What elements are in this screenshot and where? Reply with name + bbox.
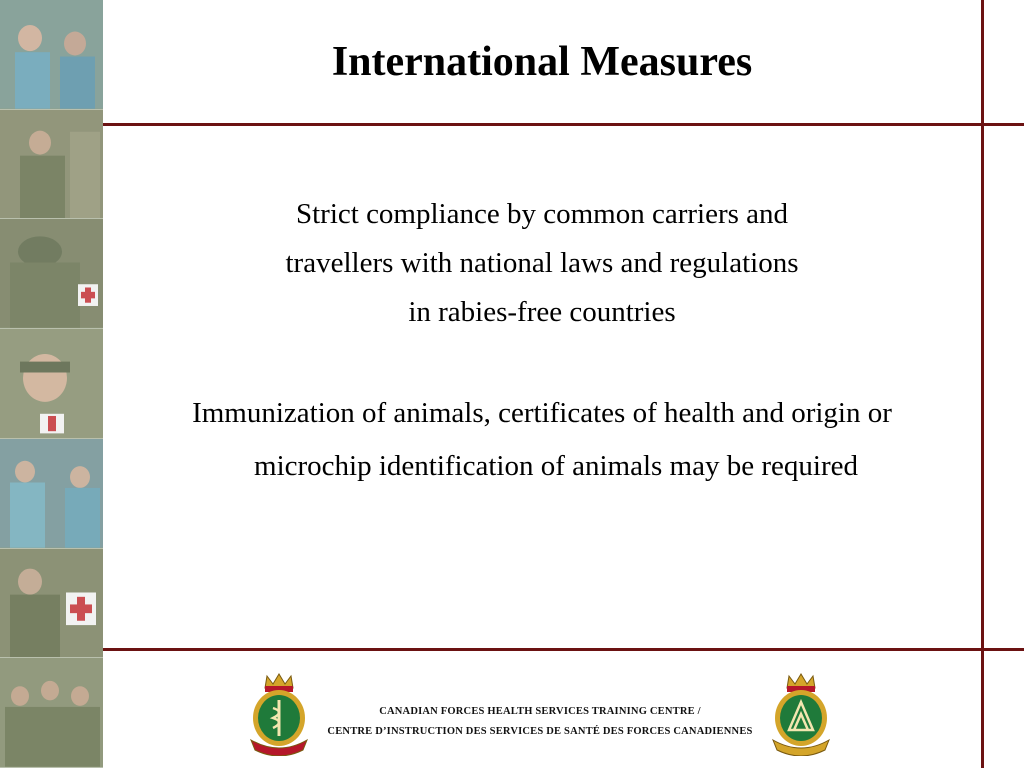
footer-line-french: CENTRE D’INSTRUCTION DES SERVICES DE SANTÉ DES FORCES CANADIENNES (327, 726, 753, 737)
paragraph-compliance (103, 190, 981, 337)
photo-camo-medic (0, 219, 103, 329)
photo-surgery (0, 439, 103, 549)
photo-medical-staff (0, 0, 103, 110)
header-divider (103, 123, 1024, 126)
footer-institution (320, 702, 760, 742)
photo-soldier-redcross (0, 549, 103, 659)
medical-crest-logo (243, 670, 315, 756)
right-border (981, 0, 984, 768)
paragraph-immunization-line: microchip identification of animals may be required (254, 450, 858, 482)
slide-title: International Measures (331, 39, 753, 85)
photo-soldiers (0, 110, 103, 220)
footer-divider (103, 648, 1024, 651)
paragraph-immunization (103, 387, 981, 493)
slide-body (103, 190, 981, 493)
paragraph-compliance-line: travellers with national laws and regulations (285, 247, 799, 279)
training-centre-crest-logo (765, 670, 837, 756)
paragraph-compliance-line: in rabies-free countries (408, 296, 676, 328)
footer-line-english: CANADIAN FORCES HEALTH SERVICES TRAINING CENTRE / (379, 706, 701, 717)
photo-strip (0, 0, 103, 768)
paragraph-immunization-line: Immunization of animals, certificates of health and origin or (192, 397, 892, 429)
photo-group (0, 658, 103, 768)
paragraph-compliance-line: Strict compliance by common carriers and (295, 198, 789, 230)
photo-medic-face (0, 329, 103, 439)
